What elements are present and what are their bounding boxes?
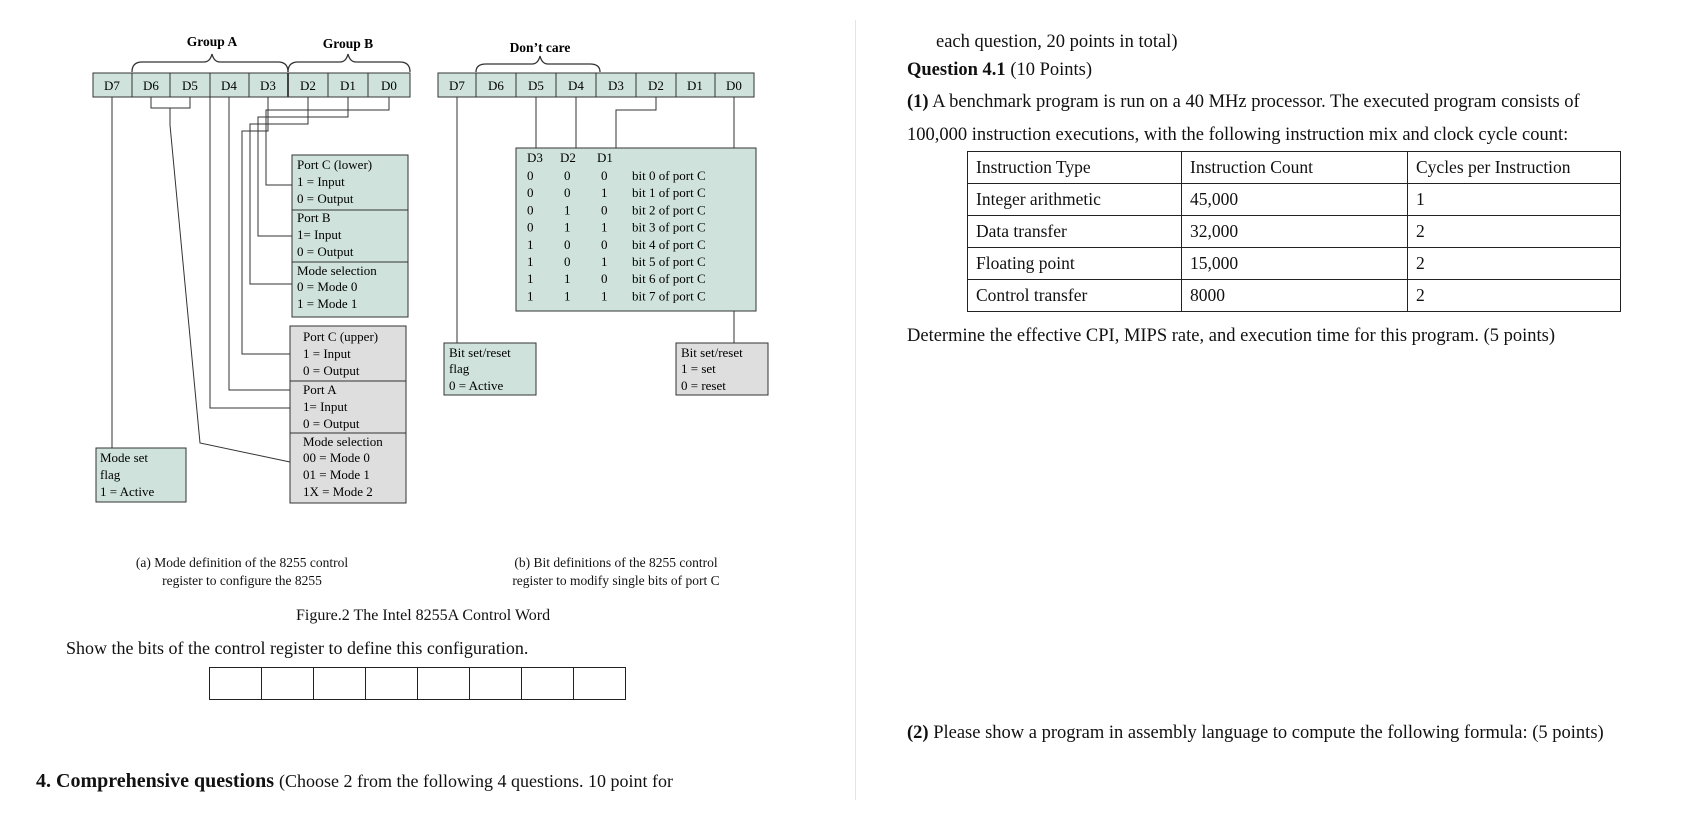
bit-select-value: 1 xyxy=(564,219,571,235)
question-4-1-heading xyxy=(907,60,1092,81)
svg-text:Port C (lower): Port C (lower) xyxy=(297,157,373,172)
svg-text:1 = set: 1 = set xyxy=(681,361,716,376)
bit-select-description: bit 2 of port C xyxy=(632,202,706,218)
bit-select-value: 0 xyxy=(564,168,571,183)
answer-bit-cell[interactable] xyxy=(313,667,366,700)
part-1-label: (1) xyxy=(907,92,929,112)
instruction-mix-table xyxy=(967,151,1621,312)
part-2-label: (2) xyxy=(907,723,929,743)
part-2-prompt: (2) Please show a program in assembly language to compute the following formula: (5 points) xyxy=(907,723,1604,743)
group-b-brace xyxy=(288,54,410,72)
bit-select-description: bit 1 of port C xyxy=(632,185,706,201)
bit-select-value: 1 xyxy=(564,271,571,287)
right-bit-d4: D4 xyxy=(568,78,584,93)
svg-text:Port C (upper): Port C (upper) xyxy=(303,329,379,344)
bit-select-value: 0 xyxy=(601,202,608,218)
right-bit-d2: D2 xyxy=(648,78,664,93)
bit-select-value: 1 xyxy=(601,185,608,201)
continuation-text: each question, 20 points in total) xyxy=(936,32,1178,52)
svg-text:Mode selection: Mode selection xyxy=(297,263,377,278)
group-a-label: Group A xyxy=(186,34,238,49)
section-4-number: 4. xyxy=(36,770,51,792)
bit-select-value: 1 xyxy=(527,236,534,252)
left-bit-d7: D7 xyxy=(104,78,120,93)
answer-bit-cell[interactable] xyxy=(209,667,262,700)
bit-select-value: 1 xyxy=(564,288,571,304)
svg-text:D3: D3 xyxy=(527,150,543,165)
bit-select-value: 0 xyxy=(527,168,534,183)
svg-text:1= Input: 1= Input xyxy=(303,399,348,414)
bit-select-value: 0 xyxy=(564,185,571,201)
right-bit-d7: D7 xyxy=(449,78,465,93)
svg-text:Mode set: Mode set xyxy=(100,450,149,465)
left-bit-d3: D3 xyxy=(260,78,276,93)
bit-select-description: bit 0 of port C xyxy=(632,168,706,183)
svg-text:D1: D1 xyxy=(597,150,613,165)
svg-text:Port B: Port B xyxy=(297,210,331,225)
bsr-flag-box xyxy=(444,343,536,395)
part-1-line-2: 100,000 instruction executions, with the following instruction mix and clock cycle count: xyxy=(907,125,1569,145)
left-page xyxy=(0,0,850,817)
svg-text:0 = reset: 0 = reset xyxy=(681,378,726,393)
svg-text:0 = Active: 0 = Active xyxy=(449,378,504,393)
table-row: Integer arithmetic 45,000 1 xyxy=(968,184,1621,216)
bit-select-description: bit 7 of port C xyxy=(632,288,706,304)
svg-text:1 = Active: 1 = Active xyxy=(100,484,155,499)
bit-select-value: 0 xyxy=(601,168,608,183)
table-row: Control transfer 8000 2 xyxy=(968,280,1621,312)
bit-select-value: 1 xyxy=(601,219,608,235)
left-bit-d5: D5 xyxy=(182,78,198,93)
mode-set-flag-box xyxy=(96,448,186,502)
port-c-lower-box xyxy=(292,155,408,210)
svg-text:1= Input: 1= Input xyxy=(297,227,342,242)
svg-text:Port A: Port A xyxy=(303,382,337,397)
group-a-brace xyxy=(132,54,288,72)
svg-text:0 = Mode 0: 0 = Mode 0 xyxy=(297,279,358,294)
right-bit-d1: D1 xyxy=(687,78,703,93)
bit-select-value: 1 xyxy=(601,288,608,304)
table-header-row xyxy=(968,152,1621,184)
bit-select-value: 0 xyxy=(601,236,608,252)
group-b-label: Group B xyxy=(322,36,374,51)
mode-selection-a-box xyxy=(290,433,406,503)
left-bit-d1: D1 xyxy=(340,78,356,93)
right-bit-d0: D0 xyxy=(726,78,742,93)
answer-bit-boxes xyxy=(210,667,626,700)
bit-select-description: bit 5 of port C xyxy=(632,254,706,269)
section-4-heading xyxy=(36,770,673,793)
svg-text:0 = Output: 0 = Output xyxy=(297,244,354,259)
answer-bit-cell[interactable] xyxy=(521,667,574,700)
bit-select-value: 1 xyxy=(527,254,534,269)
svg-text:0 = Output: 0 = Output xyxy=(303,363,360,378)
right-bit-d3: D3 xyxy=(608,78,624,93)
section-4-title: Comprehensive questions xyxy=(56,770,274,792)
dont-care-label: Don’t care xyxy=(509,40,571,55)
table-row: Floating point 15,000 2 xyxy=(968,248,1621,280)
answer-bit-cell[interactable] xyxy=(573,667,626,700)
svg-text:1 = Mode 1: 1 = Mode 1 xyxy=(297,296,358,311)
bit-select-value: 0 xyxy=(527,202,534,218)
table-row: Data transfer 32,000 2 xyxy=(968,216,1621,248)
bit-select-value: 1 xyxy=(527,288,534,304)
svg-text:Bit set/reset: Bit set/reset xyxy=(681,345,743,360)
mode-selection-b-box xyxy=(292,262,408,317)
left-bit-row xyxy=(93,73,410,97)
answer-bit-cell[interactable] xyxy=(469,667,522,700)
part-1-line-1: (1) A benchmark program is run on a 40 MHz processor. The executed program consists of xyxy=(907,92,1580,112)
bit-select-value: 1 xyxy=(527,271,534,287)
svg-text:01 = Mode 1: 01 = Mode 1 xyxy=(303,467,370,482)
right-page xyxy=(860,0,1702,817)
bit-select-description: bit 4 of port C xyxy=(632,236,706,252)
port-b-box xyxy=(292,210,408,262)
answer-bit-cell[interactable] xyxy=(261,667,314,700)
figure-8255-control-word xyxy=(0,0,800,560)
svg-text:flag: flag xyxy=(100,467,121,482)
right-bit-d5: D5 xyxy=(528,78,544,93)
header-cycles: Cycles per Instruction xyxy=(1408,152,1621,184)
header-instruction-count: Instruction Count xyxy=(1182,152,1408,184)
svg-text:1X = Mode 2: 1X = Mode 2 xyxy=(303,484,373,499)
bit-select-value: 1 xyxy=(564,202,571,218)
bit-select-value: 0 xyxy=(601,271,608,287)
svg-text:1 = Input: 1 = Input xyxy=(303,346,351,361)
left-bit-d6: D6 xyxy=(143,78,159,93)
bsr-value-box xyxy=(676,343,768,395)
bit-select-value: 0 xyxy=(527,185,534,201)
figure-title: Figure.2 The Intel 8255A Control Word xyxy=(296,607,551,624)
bit-select-description: bit 6 of port C xyxy=(632,271,706,287)
left-bit-d4: D4 xyxy=(221,78,237,93)
svg-text:D2: D2 xyxy=(560,150,576,165)
svg-text:flag: flag xyxy=(449,361,470,376)
left-bit-d2: D2 xyxy=(300,78,316,93)
caption-b: (b) Bit definitions of the 8255 control register to modify single bits of port C xyxy=(512,555,720,588)
answer-bit-cell[interactable] xyxy=(417,667,470,700)
left-bit-d0: D0 xyxy=(381,78,397,93)
dont-care-brace xyxy=(476,56,600,72)
bit-select-description: bit 3 of port C xyxy=(632,219,706,235)
svg-text:0 = Output: 0 = Output xyxy=(303,416,360,431)
svg-text:Mode selection: Mode selection xyxy=(303,434,383,449)
port-a-box xyxy=(290,381,406,433)
right-bit-d6: D6 xyxy=(488,78,504,93)
svg-text:00 = Mode 0: 00 = Mode 0 xyxy=(303,450,370,465)
header-instruction-type: Instruction Type xyxy=(968,152,1182,184)
svg-text:0 = Output: 0 = Output xyxy=(297,191,354,206)
bit-select-value: 0 xyxy=(564,254,571,269)
port-c-upper-box xyxy=(290,326,406,381)
answer-bit-cell[interactable] xyxy=(365,667,418,700)
question-4-1-points: (10 Points) xyxy=(1010,60,1093,80)
determine-prompt: Determine the effective CPI, MIPS rate, and execution time for this program. (5 points) xyxy=(907,326,1556,346)
page-divider xyxy=(855,20,856,800)
question-4-1-label: Question 4.1 xyxy=(907,60,1006,80)
svg-text:Bit set/reset: Bit set/reset xyxy=(449,345,511,360)
svg-text:1 = Input: 1 = Input xyxy=(297,174,345,189)
right-bit-row xyxy=(438,73,754,97)
show-bits-prompt: Show the bits of the control register to define this configuration. xyxy=(66,638,529,658)
caption-a: (a) Mode definition of the 8255 control register to configure the 8255 xyxy=(135,555,349,588)
bit-select-value: 0 xyxy=(527,219,534,235)
section-4-instruction: (Choose 2 from the following 4 questions. 10 point for xyxy=(279,771,673,791)
bit-select-value: 0 xyxy=(564,236,571,252)
bit-select-value: 1 xyxy=(601,254,608,269)
